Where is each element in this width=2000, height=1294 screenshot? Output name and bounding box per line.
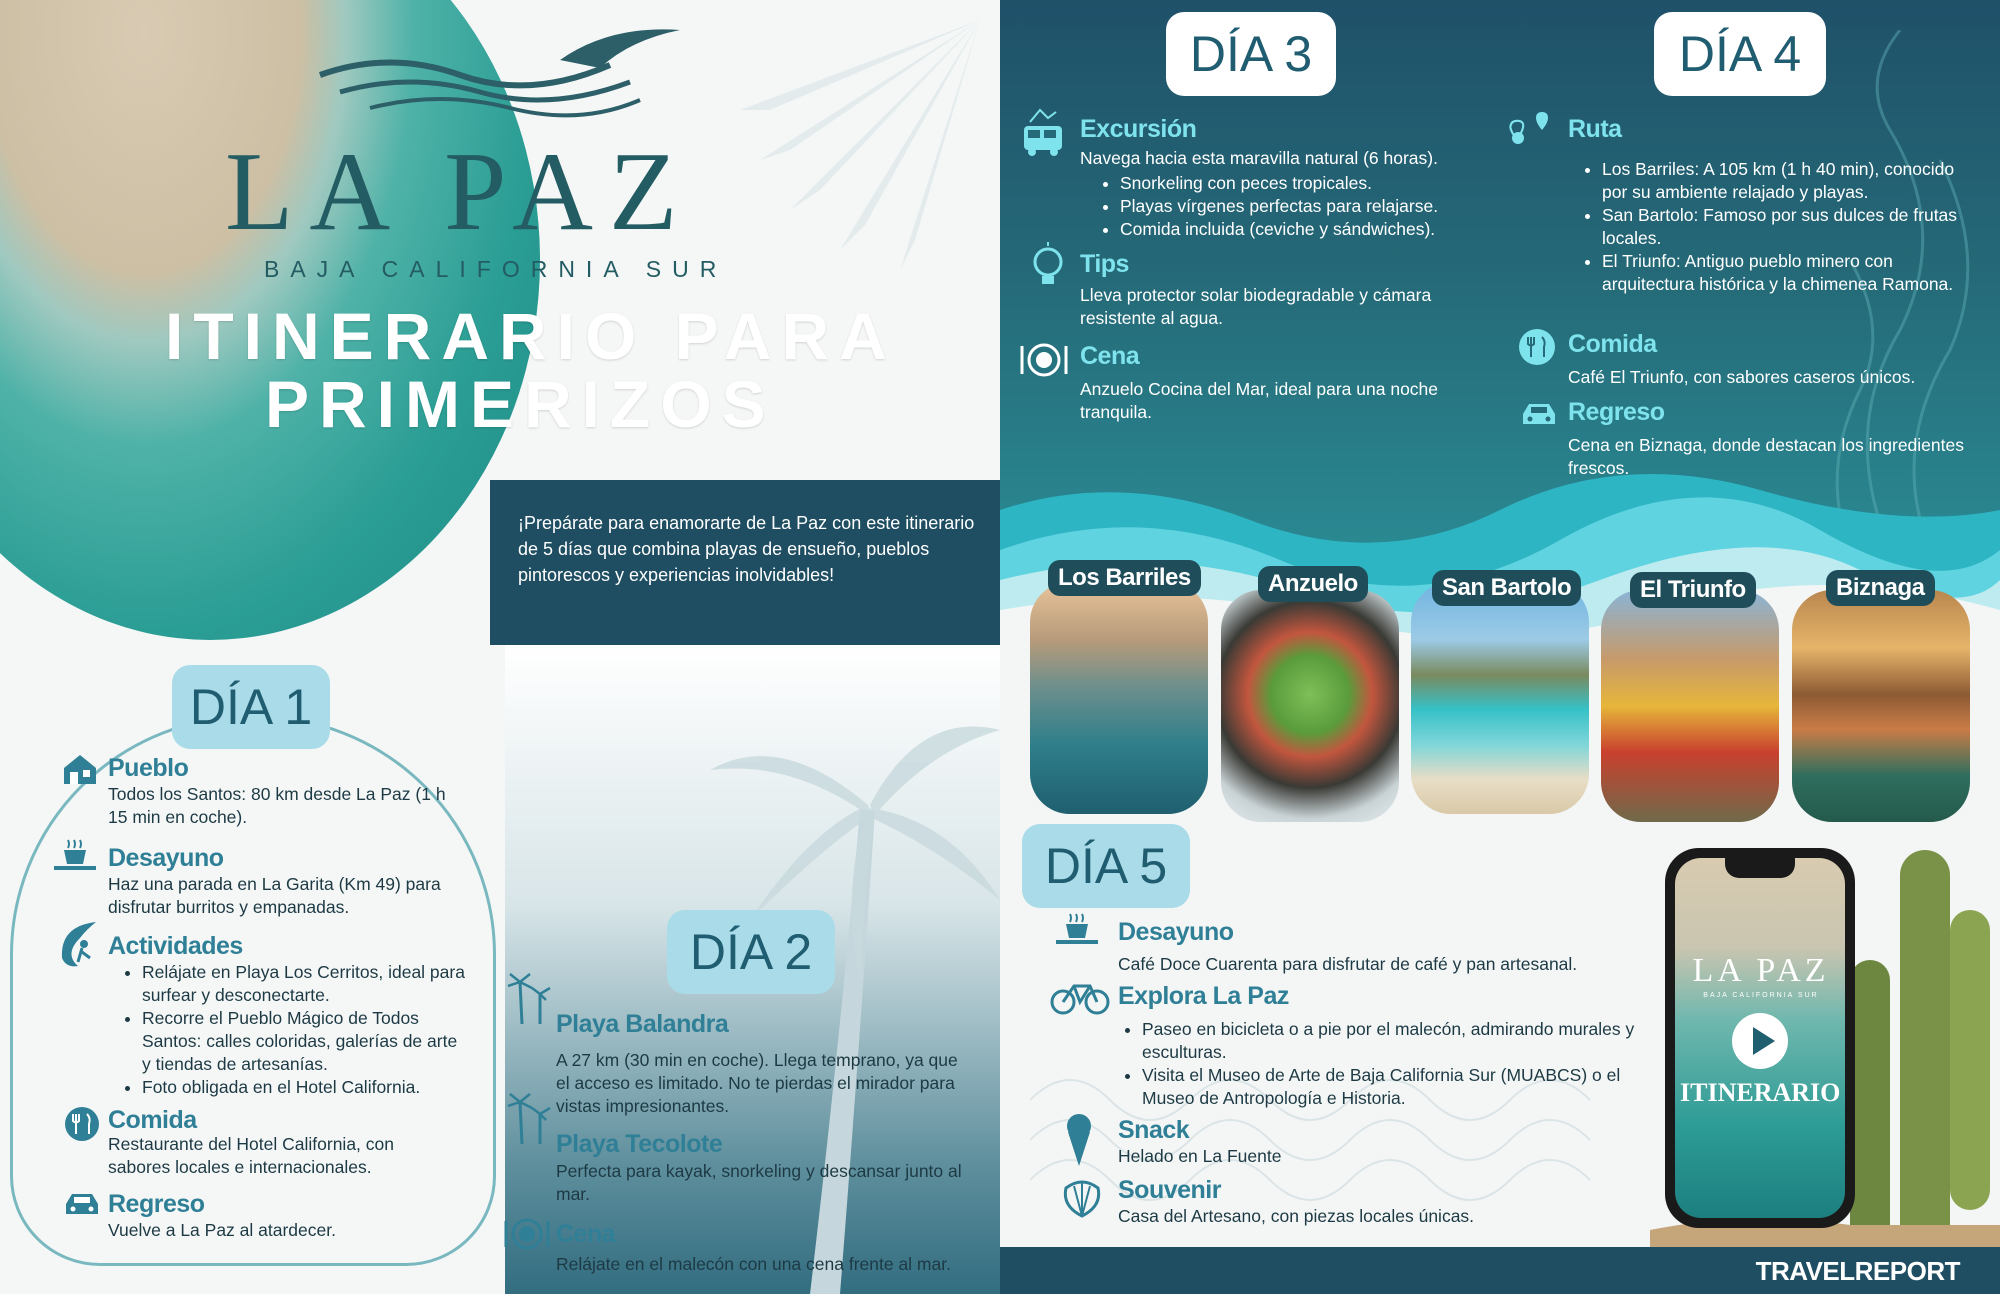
list-item: • Relájate en Playa Los Cerritos, ideal para surfear y desconectarte. <box>142 961 468 1007</box>
breakfast-icon <box>1052 912 1102 948</box>
list-item: • Snorkeling con peces tropicales. <box>1120 172 1502 195</box>
bus-icon <box>1020 108 1066 158</box>
dia3-cena-text: Anzuelo Cocina del Mar, ideal para una noche tranquila. <box>1080 379 1439 422</box>
dia1-regreso-text: Vuelve a La Paz al atardecer. <box>108 1220 336 1240</box>
bicycle-icon <box>1050 978 1110 1016</box>
photo-label-san-bartolo: San Bartolo <box>1432 570 1581 606</box>
dining-icon <box>1518 328 1556 366</box>
play-icon[interactable] <box>1729 1010 1791 1072</box>
palm-tree-icon <box>506 1090 554 1146</box>
dia5-souvenir-text: Casa del Artesano, con piezas locales únicas. <box>1118 1206 1475 1226</box>
list-item: • Playas vírgenes perfectas para relajarse. <box>1120 195 1502 218</box>
dia4-comida-title: Comida <box>1568 330 1657 358</box>
dia5-desayuno-title: Desayuno <box>1118 918 1234 946</box>
photo-label-los-barriles: Los Barriles <box>1048 560 1201 596</box>
photo-anzuelo <box>1221 590 1399 822</box>
cover-headline-2: PRIMERIZOS <box>265 367 776 441</box>
dia4-regreso-text: Cena en Biznaga, donde destacan los ingredientes frescos. <box>1568 435 1964 478</box>
list-item: • Recorre el Pueblo Mágico de Todos Santos: calles coloridas, galerías de arte y tiendas de artesanías. <box>142 1007 468 1076</box>
dia4-ruta-title: Ruta <box>1568 115 1622 143</box>
dia2-tecolote-text: Perfecta para kayak, snorkeling y descansar junto al mar. <box>556 1161 962 1204</box>
plate-icon <box>1018 340 1070 380</box>
logo-bird-icon <box>310 20 690 120</box>
plate-icon <box>502 1215 552 1253</box>
dia1-actividades-list <box>118 961 468 1099</box>
cover-title: LA PAZ <box>225 130 694 254</box>
list-item: • El Triunfo: Antiguo pueblo minero con arquitectura histórica y la chimenea Ramona. <box>1602 250 1974 296</box>
dia5-desayuno-text: Café Doce Cuarenta para disfrutar de café y pan artesanal. <box>1118 954 1578 974</box>
dia2-balandra-title: Playa Balandra <box>556 1010 729 1038</box>
dia3-excursion-text: Navega hacia esta maravilla natural (6 horas). <box>1080 148 1438 168</box>
dia1-comida-text: Restaurante del Hotel California, con sabores locales e internacionales. <box>108 1134 394 1177</box>
dia1-desayuno-title: Desayuno <box>108 844 224 872</box>
dia4-regreso-title: Regreso <box>1568 398 1665 426</box>
ice-cream-icon <box>1064 1112 1094 1168</box>
dia5-badge: DÍA 5 <box>1022 824 1190 908</box>
photo-el-triunfo <box>1601 590 1779 822</box>
map-pin-icon <box>1508 112 1550 152</box>
cover-subtitle: BAJA CALIFORNIA SUR <box>264 256 728 282</box>
house-icon <box>62 752 98 786</box>
dia5-explora-title: Explora La Paz <box>1118 982 1289 1010</box>
dia4-comida-text: Café El Triunfo, con sabores caseros únicos. <box>1568 367 1916 387</box>
list-item: • Los Barriles: A 105 km (1 h 40 min), conocido por su ambiente relajado y playas. <box>1602 158 1974 204</box>
dia2-badge: DÍA 2 <box>667 910 835 994</box>
dia5-snack-text: Helado en La Fuente <box>1118 1146 1282 1166</box>
surf-icon <box>56 918 100 970</box>
car-icon <box>62 1190 102 1218</box>
lightbulb-icon <box>1030 240 1066 288</box>
intro-text: ¡Prepárate para enamorarte de La Paz con este itinerario de 5 días que combina playas de ensueño, pueblos pintorescos y experiencias inolvidables! <box>518 513 975 585</box>
dia4-ruta-list <box>1564 158 1974 296</box>
palm-tree-icon <box>506 970 554 1026</box>
dia2-tecolote-title: Playa Tecolote <box>556 1130 723 1158</box>
photo-los-barriles <box>1030 582 1208 814</box>
phone-title: LA PAZ <box>1692 952 1830 989</box>
photo-label-biznaga: Biznaga <box>1826 570 1935 606</box>
list-item: • Visita el Museo de Arte de Baja California Sur (MUABCS) o el Museo de Antropología e Historia. <box>1142 1064 1658 1110</box>
phone-notch <box>1725 858 1795 878</box>
photo-label-el-triunfo: El Triunfo <box>1630 572 1756 608</box>
list-item: • Foto obligada en el Hotel California. <box>142 1076 468 1099</box>
dia3-badge: DÍA 3 <box>1166 12 1336 96</box>
photo-san-bartolo <box>1411 582 1589 814</box>
dia3-excursion-list <box>1082 172 1502 241</box>
list-item: • Paseo en bicicleta o a pie por el malecón, admirando murales y esculturas. <box>1142 1018 1658 1064</box>
dia1-pueblo-text: Todos los Santos: 80 km desde La Paz (1 h 15 min en coche). <box>108 784 446 827</box>
photo-label-anzuelo: Anzuelo <box>1258 566 1368 602</box>
photo-biznaga <box>1792 590 1970 822</box>
breakfast-icon <box>50 838 98 874</box>
dia3-tips-text: Lleva protector solar biodegradable y cámara resistente al agua. <box>1080 285 1432 328</box>
list-item: • Comida incluida (ceviche y sándwiches). <box>1120 218 1502 241</box>
dia2-cena-text: Relájate en el malecón con una cena frente al mar. <box>556 1254 951 1274</box>
dia1-desayuno-text: Haz una parada en La Garita (Km 49) para disfrutar burritos y empanadas. <box>108 874 441 917</box>
phone-label: ITINERARIO <box>1680 1078 1841 1107</box>
dining-icon <box>64 1106 100 1142</box>
dia1-actividades-title: Actividades <box>108 932 243 960</box>
dia3-tips-title: Tips <box>1080 250 1129 278</box>
dia5-souvenir-title: Souvenir <box>1118 1176 1221 1204</box>
car-icon <box>1520 400 1558 428</box>
dia2-balandra-text: A 27 km (30 min en coche). Llega temprano, ya que el acceso es limitado. No te pierdas el mirador para vistas impresionantes. <box>556 1050 958 1116</box>
dia5-snack-title: Snack <box>1118 1116 1190 1144</box>
cover-headline-1: ITINERARIO PARA <box>165 299 897 373</box>
dia3-excursion-title: Excursión <box>1080 115 1197 143</box>
palm-leaf-decoration <box>640 0 1000 300</box>
dia2-cena-title: Cena <box>556 1220 616 1248</box>
phone-subtitle: BAJA CALIFORNIA SUR <box>1703 992 1819 999</box>
dia4-badge: DÍA 4 <box>1654 12 1826 96</box>
dia5-explora-list <box>1118 1018 1658 1110</box>
dia1-pueblo-title: Pueblo <box>108 754 189 782</box>
dia1-comida-title: Comida <box>108 1106 197 1134</box>
seashell-icon <box>1060 1176 1104 1220</box>
brand-logo: TRAVELREPORT <box>1755 1256 1960 1286</box>
right-page <box>1000 0 2000 1294</box>
list-item: • San Bartolo: Famoso por sus dulces de frutas locales. <box>1602 204 1974 250</box>
dia3-cena-title: Cena <box>1080 342 1140 370</box>
dia1-regreso-title: Regreso <box>108 1190 205 1218</box>
dia1-badge: DÍA 1 <box>172 665 330 749</box>
